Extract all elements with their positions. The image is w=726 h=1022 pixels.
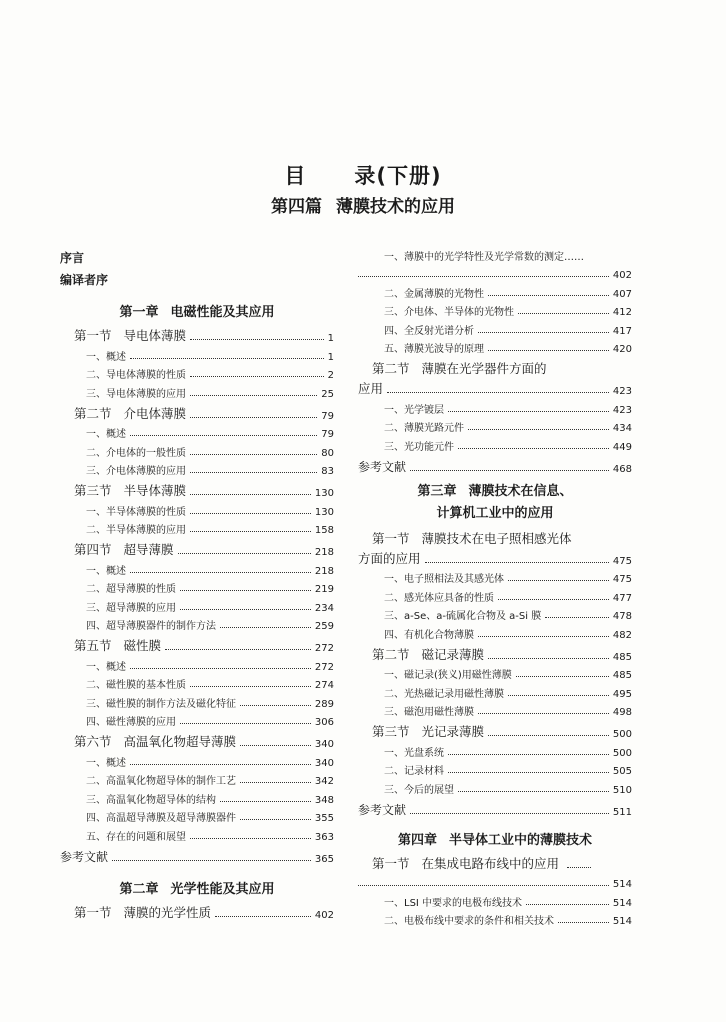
toc-item: 二、磁性膜的基本性质 274 (86, 680, 334, 691)
toc-section-wrapped: 第二节 薄膜在光学器件方面的 (372, 361, 547, 376)
toc-item-continuation: 402 (358, 263, 632, 282)
toc-item: 二、超导薄膜的性质 219 (86, 584, 334, 595)
toc-item: 四、高温超导薄膜及超导薄膜器件 355 (86, 813, 334, 824)
toc-item: 一、光学镀层 423 (384, 404, 632, 416)
toc-references: 参考文献 511 (358, 802, 632, 818)
toc-item: 二、介电体的一般性质 80 (86, 447, 334, 459)
toc-left-column (60, 244, 334, 921)
toc-item: 一、概述 272 (86, 661, 334, 673)
toc-item: 一、概述 340 (86, 757, 334, 769)
toc-item: 五、薄膜光波导的原理 420 (384, 344, 632, 355)
toc-item: 三、超导薄膜的应用 234 (86, 602, 334, 614)
toc-item: 三、介电体、半导体的光物性 412 (384, 307, 632, 318)
toc-item: 三、磁泡用磁性薄膜 498 (384, 707, 632, 718)
toc-section: 第二节 介电体薄膜 79 (74, 405, 334, 422)
part-heading (0, 192, 726, 217)
toc-item: 一、概述 1 (86, 351, 334, 363)
toc-item: 一、电子照相法及其感光体 475 (384, 574, 632, 585)
toc-item: 三、磁性膜的制作方法及磁化特征 289 (86, 698, 334, 710)
chapter-heading-3: 第三章 薄膜技术在信息、 计算机工业中的应用 (417, 483, 573, 521)
toc-section: 第一节 薄膜的光学性质 402 (74, 904, 334, 921)
toc-item: 四、有机化合物薄膜 482 (384, 629, 632, 641)
toc-item: 三、今后的展望 510 (384, 784, 632, 796)
title-right: 录(下册) (354, 164, 442, 188)
toc-section-wrapped: 第一节 薄膜技术在电子照相感光体 (372, 530, 572, 546)
toc-item: 一、磁记录(狭义)用磁性薄膜 485 (384, 670, 632, 681)
page-title (0, 160, 726, 190)
part-number: 第四篇 (271, 197, 322, 217)
toc-item: 四、磁性薄膜的应用 306 (86, 717, 334, 728)
toc-section-continuation: 应用 423 (358, 381, 632, 397)
toc-section: 第三节 光记录薄膜 500 (372, 724, 632, 740)
part-name: 薄膜技术的应用 (336, 197, 455, 217)
toc-section: 第三节 半导体薄膜 130 (74, 483, 334, 499)
toc-section-continuation: 514 (358, 872, 632, 891)
toc-item: 一、概述 218 (86, 565, 334, 577)
toc-item: 一、半导体薄膜的性质 130 (86, 506, 334, 518)
toc-references: 参考文献 468 (358, 459, 632, 475)
toc-item: 二、半导体薄膜的应用 158 (86, 525, 334, 536)
toc-item-wrapped: 一、薄膜中的光学特性及光学常数的测定…… (384, 251, 584, 263)
toc-section: 第二节 磁记录薄膜 485 (372, 646, 632, 663)
toc-item: 二、薄膜光路元件 434 (384, 423, 632, 434)
toc-item: 二、光热磁记录用磁性薄膜 495 (384, 688, 632, 700)
toc-item: 二、感光体应具备的性质 477 (384, 592, 632, 604)
toc-section: 第一节 导电体薄膜 1 (74, 328, 334, 344)
toc-item: 二、导电体薄膜的性质 2 (86, 370, 334, 381)
title-left: 目 (284, 164, 307, 188)
toc-references: 参考文献 365 (60, 849, 334, 865)
toc-item: 二、高温氧化物超导体的制作工艺 342 (86, 776, 334, 787)
toc-item: 二、电极布线中要求的条件和相关技术 514 (384, 916, 632, 927)
toc-item: 四、超导薄膜器件的制作方法 259 (86, 621, 334, 632)
toc-item: 三、高温氧化物超导体的结构 348 (86, 794, 334, 806)
toc-item: 二、记录材料 505 (384, 766, 632, 777)
toc-item: 四、全反射光谱分析 417 (384, 325, 632, 337)
toc-item: 五、存在的问题和展望 363 (86, 831, 334, 843)
toc-item: 三、介电体薄膜的应用 83 (86, 466, 334, 477)
chapter-heading-4: 第四章 半导体工业中的薄膜技术 (397, 832, 593, 848)
toc-section: 第六节 高温氧化物超导薄膜 340 (74, 734, 334, 750)
chapter-heading-1: 第一章 电磁性能及其应用 (119, 305, 275, 320)
toc-item: 一、光盘系统 500 (384, 747, 632, 759)
toc-section-continuation: 方面的应用 475 (358, 550, 632, 567)
toc-item: 三、导电体薄膜的应用 25 (86, 388, 334, 400)
toc-item: 一、LSI 中要求的电极布线技术 514 (384, 897, 632, 909)
toc-section: 第四节 超导薄膜 218 (74, 542, 334, 558)
toc-item: 三、a-Se、a-硫属化合物及 a-Si 膜 478 (384, 611, 632, 622)
toc-translator-preface: 编译者序 (60, 273, 109, 287)
toc-section-wrapped: 第一节 在集成电路布线中的应用 (358, 850, 632, 872)
toc-section: 第五节 磁性膜 272 (74, 638, 334, 654)
toc-item: 三、光功能元件 449 (384, 441, 632, 453)
toc-item: 二、金属薄膜的光物性 407 (384, 288, 632, 300)
toc-item: 一、概述 79 (86, 429, 334, 440)
toc-preface: 序言 (60, 251, 85, 265)
chapter-heading-2: 第二章 光学性能及其应用 (119, 881, 275, 897)
toc-right-column (358, 244, 632, 927)
